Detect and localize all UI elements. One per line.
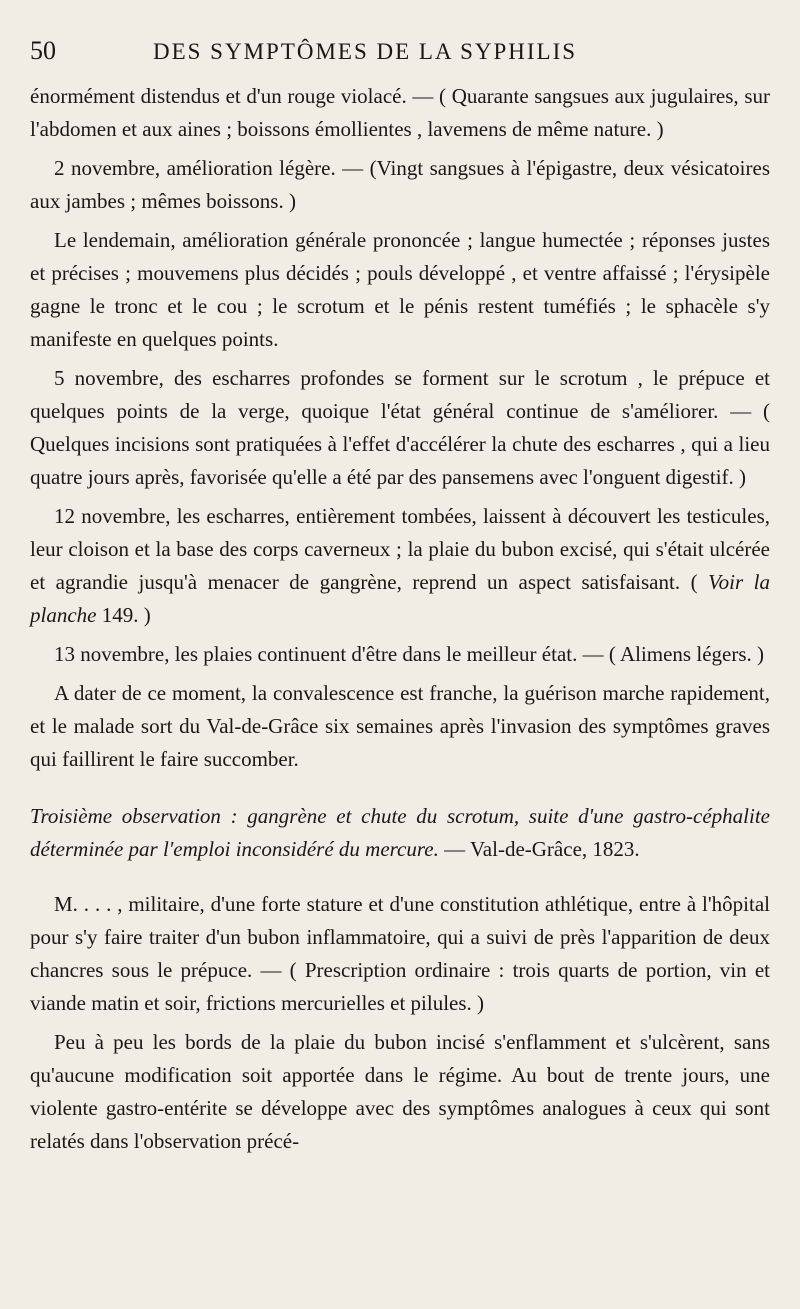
paragraph: 5 novembre, des escharres profondes se forment sur le scrotum , le prépuce et quelques points de la verge, quoique l'état général continue de s'améliorer. — ( Quelques incisions sont pratiquées à l'effet d'accélérer la chute des escharres , qui a lieu quatre jours après, favorisée qu'elle a été par des pansemens avec l'onguent digestif. )	[30, 366, 770, 489]
plate-reference: Voir la planche	[30, 570, 770, 627]
paragraph: 13 novembre, les plaies continuent d'être dans le meilleur état. — ( Alimens légers. )	[54, 642, 764, 666]
paragraph-text: 149. )	[96, 603, 151, 627]
paragraph-text: 12 novembre, les escharres, entièrement tombées, laissent à découvert les testicules, leur cloison et la base des corps caverneux ; la plaie du bubon excisé, qui s'était ulcérée et agrandie jusqu'à menacer de gangrène, reprend un aspect satisfaisant. (	[30, 504, 770, 594]
paragraph: 2 novembre, amélioration légère. — (Vingt sangsues à l'épigastre, deux vésicatoires aux jambes ; mêmes boissons. )	[30, 156, 770, 213]
page-header	[30, 36, 770, 80]
observation-title-italic: Troisième observation : gangrène et chute du scrotum, suite d'une gastro-céphalite déterminée par l'emploi inconsidéré du mercure.	[30, 804, 770, 861]
paragraph: Le lendemain, amélioration générale prononcée ; langue humectée ; réponses justes et précises ; mouvemens plus décidés ; pouls développé , et ventre affaissé ; l'érysipèle gagne le tronc et le cou ; le scrotum et le pénis restent tuméfiés ; le sphacèle s'y manifeste en quelques points.	[30, 228, 770, 351]
page-number: 50	[30, 36, 56, 65]
paragraph	[30, 500, 770, 632]
paragraph: énormément distendus et d'un rouge violacé. — ( Quarante sangsues aux jugulaires, sur l'abdomen et aux aines ; boissons émollientes , lavemens de même nature. )	[30, 84, 770, 141]
observation-title-place: — Val-de-Grâce, 1823.	[438, 837, 640, 861]
paragraph: M. . . . , militaire, d'une forte stature et d'une constitution athlétique, entre à l'hôpital pour s'y faire traiter d'un bubon inflammatoire, qui a suivi de près l'apparition de deux chancres sous le prépuce. — ( Prescription ordinaire : trois quarts de portion, vin et viande matin et soir, frictions mercurielles et pilules. )	[30, 892, 770, 1015]
body-text	[30, 80, 770, 1158]
paragraph: Peu à peu les bords de la plaie du bubon incisé s'enflamment et s'ulcèrent, sans qu'aucune modification soit apportée dans le régime. Au bout de trente jours, une violente gastro-entérite se développe avec des symptômes analogues à ceux qui sont relatés dans l'observation précé-	[30, 1030, 770, 1153]
observation-title	[30, 800, 770, 866]
running-title: DES SYMPTÔMES DE LA SYPHILIS	[152, 39, 578, 64]
paragraph: A dater de ce moment, la convalescence est franche, la guérison marche rapidement, et le malade sort du Val-de-Grâce six semaines après l'invasion des symptômes graves qui faillirent le faire succomber.	[30, 681, 770, 771]
